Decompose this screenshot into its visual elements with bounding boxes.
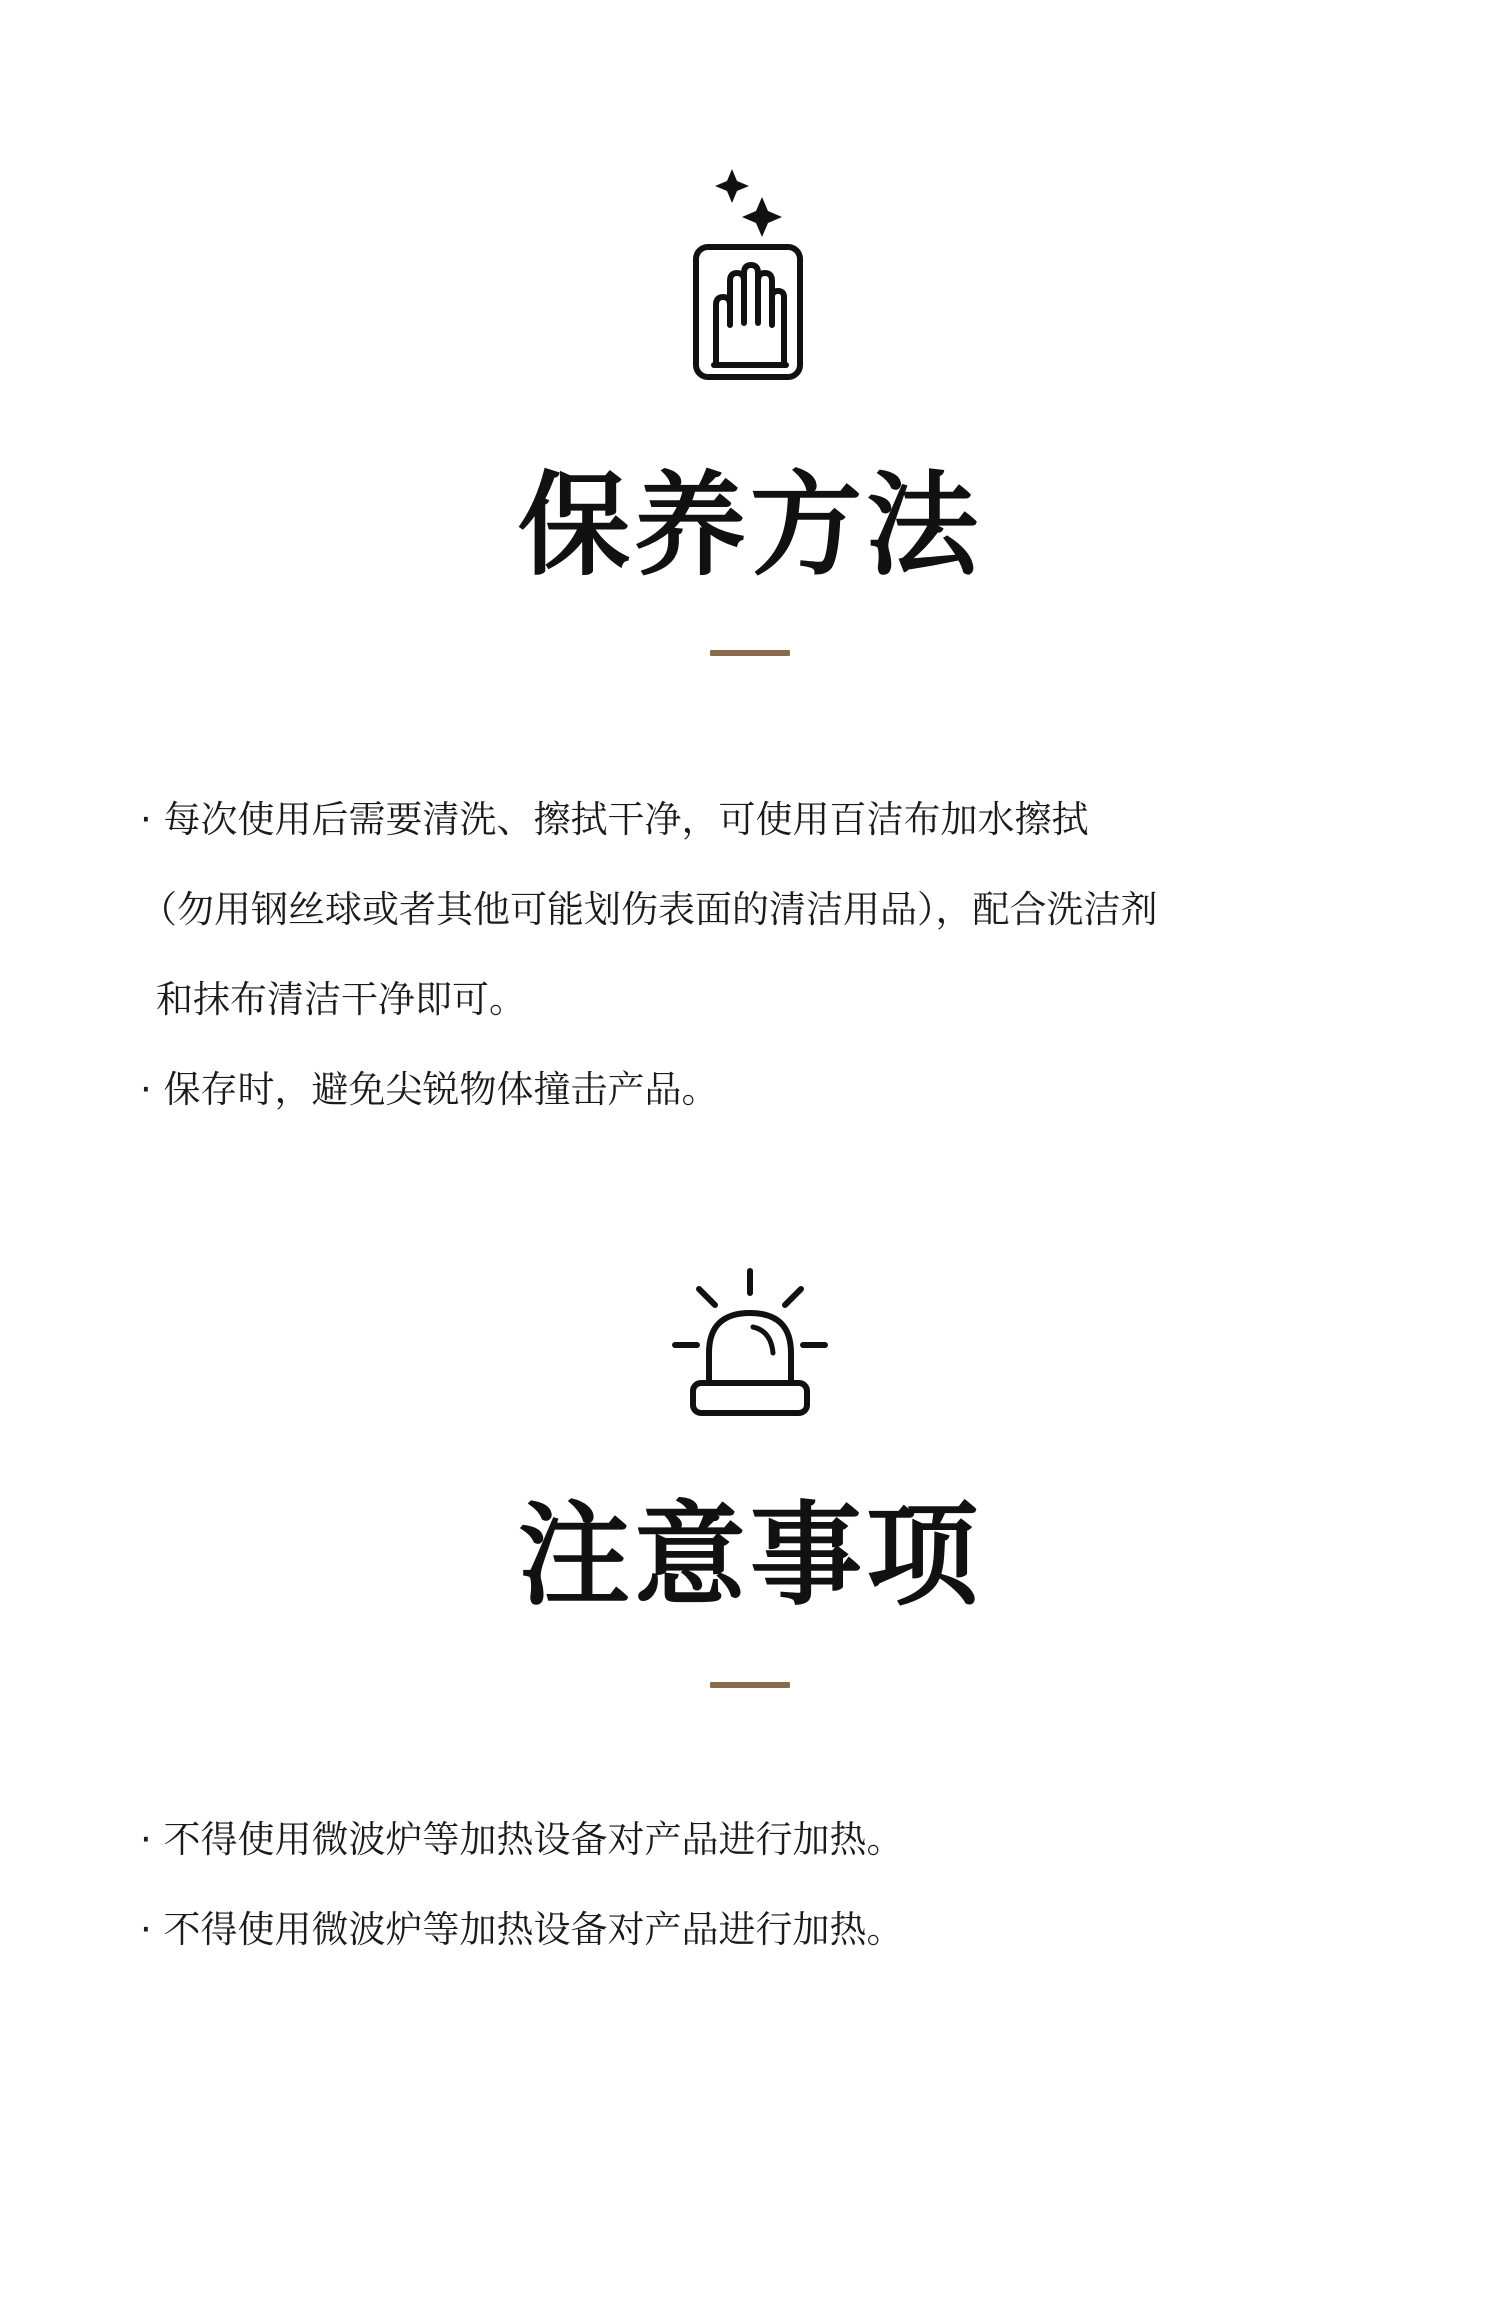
hand-cleaning-sparkle-icon bbox=[680, 165, 820, 395]
care-title: 保养方法 bbox=[518, 461, 982, 591]
notes-title: 注意事项 bbox=[518, 1491, 982, 1621]
care-line-1: · 每次使用后需要清洗、擦拭干净，可使用百洁布加水擦拭 bbox=[140, 798, 1089, 841]
care-line-4: · 保存时，避免尖锐物体撞击产品。 bbox=[140, 1068, 719, 1111]
alarm-siren-icon bbox=[665, 1265, 835, 1425]
care-divider bbox=[710, 650, 790, 656]
care-paragraph bbox=[140, 775, 1380, 1135]
notes-paragraph bbox=[140, 1795, 1380, 1975]
care-line-2: （勿用钢丝球或者其他可能划伤表面的清洁用品），配合洗洁剂 bbox=[140, 888, 1158, 931]
notes-divider bbox=[710, 1682, 790, 1688]
notes-line-2: · 不得使用微波炉等加热设备对产品进行加热。 bbox=[140, 1908, 904, 1951]
care-icon-wrap bbox=[0, 165, 1500, 395]
care-line-3: 和抹布清洁干净即可。 bbox=[156, 978, 526, 1021]
notes-icon-wrap bbox=[0, 1265, 1500, 1425]
notes-line-1: · 不得使用微波炉等加热设备对产品进行加热。 bbox=[140, 1818, 904, 1861]
